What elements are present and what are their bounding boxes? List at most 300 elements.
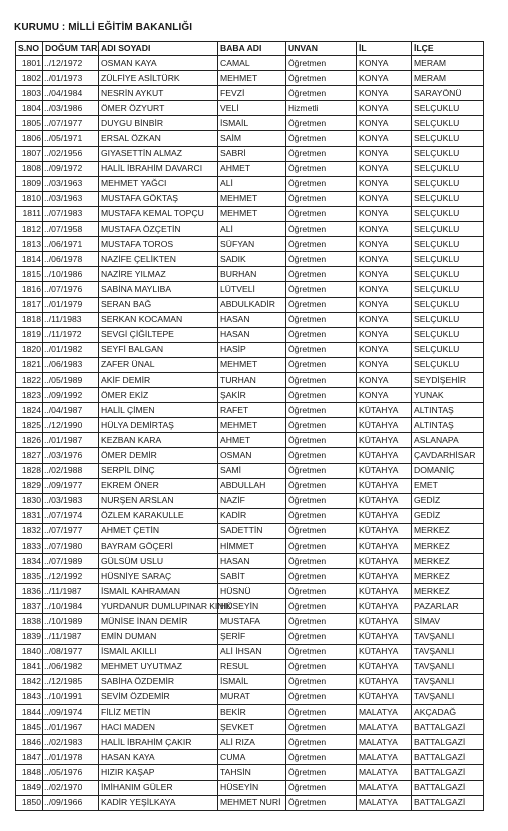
cell-father-name: RAFET <box>218 403 286 418</box>
cell-full-name: ÖMER ÖZYURT <box>99 101 218 116</box>
table-row <box>16 86 484 101</box>
cell-sno: 1801 <box>16 56 43 71</box>
cell-birth-date: ../01/1978 <box>43 750 99 765</box>
cell-full-name: MEHMET YAĞCI <box>99 176 218 191</box>
cell-birth-date: ../05/1976 <box>43 765 99 780</box>
cell-title: Öğretmen <box>286 327 357 342</box>
table-row <box>16 780 484 795</box>
cell-district: MERKEZ <box>412 523 484 538</box>
table-row <box>16 131 484 146</box>
cell-title: Öğretmen <box>286 86 357 101</box>
cell-district: SELÇUKLU <box>412 191 484 206</box>
cell-birth-date: ../02/1988 <box>43 463 99 478</box>
cell-title: Öğretmen <box>286 418 357 433</box>
cell-district: BATTALGAZİ <box>412 780 484 795</box>
cell-birth-date: ../11/1983 <box>43 312 99 327</box>
cell-district: MERKEZ <box>412 569 484 584</box>
cell-full-name: BAYRAM GÖÇERİ <box>99 539 218 554</box>
cell-title: Öğretmen <box>286 569 357 584</box>
cell-sno: 1833 <box>16 539 43 554</box>
cell-district: SELÇUKLU <box>412 176 484 191</box>
cell-father-name: İSMAİL <box>218 116 286 131</box>
cell-title: Öğretmen <box>286 282 357 297</box>
cell-father-name: ABDULKADİR <box>218 297 286 312</box>
cell-sno: 1836 <box>16 584 43 599</box>
cell-province: KÜTAHYA <box>357 418 412 433</box>
cell-birth-date: ../07/1974 <box>43 508 99 523</box>
cell-title: Öğretmen <box>286 191 357 206</box>
cell-sno: 1822 <box>16 372 43 387</box>
cell-province: KONYA <box>357 372 412 387</box>
cell-district: PAZARLAR <box>412 599 484 614</box>
cell-district: SELÇUKLU <box>412 357 484 372</box>
cell-district: SELÇUKLU <box>412 312 484 327</box>
cell-father-name: SABİT <box>218 569 286 584</box>
cell-district: ALTINTAŞ <box>412 418 484 433</box>
cell-sno: 1815 <box>16 267 43 282</box>
cell-full-name: ZAFER ÜNAL <box>99 357 218 372</box>
cell-province: KÜTAHYA <box>357 448 412 463</box>
table-body <box>16 56 484 811</box>
cell-birth-date: ../10/1986 <box>43 267 99 282</box>
cell-birth-date: ../05/1971 <box>43 131 99 146</box>
cell-province: KONYA <box>357 267 412 282</box>
cell-full-name: OSMAN KAYA <box>99 56 218 71</box>
cell-father-name: CAMAL <box>218 56 286 71</box>
cell-title: Öğretmen <box>286 735 357 750</box>
cell-full-name: FİLİZ METİN <box>99 705 218 720</box>
table-row <box>16 282 484 297</box>
table-row <box>16 478 484 493</box>
cell-full-name: SERAN BAĞ <box>99 297 218 312</box>
cell-district: TAVŞANLI <box>412 659 484 674</box>
cell-birth-date: ../01/1973 <box>43 71 99 86</box>
cell-district: SELÇUKLU <box>412 252 484 267</box>
cell-father-name: AHMET <box>218 161 286 176</box>
cell-district: SELÇUKLU <box>412 297 484 312</box>
cell-full-name: DUYGU BİNBİR <box>99 116 218 131</box>
cell-full-name: SERPİL DİNÇ <box>99 463 218 478</box>
cell-sno: 1831 <box>16 508 43 523</box>
cell-father-name: ŞEVKET <box>218 720 286 735</box>
cell-father-name: SADIK <box>218 252 286 267</box>
table-row <box>16 101 484 116</box>
cell-full-name: SEYFİ BALGAN <box>99 342 218 357</box>
cell-full-name: ZÜLFİYE ASİLTÜRK <box>99 71 218 86</box>
cell-province: KONYA <box>357 101 412 116</box>
cell-title: Öğretmen <box>286 720 357 735</box>
cell-district: TAVŞANLI <box>412 689 484 704</box>
cell-birth-date: ../07/1977 <box>43 116 99 131</box>
cell-title: Öğretmen <box>286 222 357 237</box>
cell-province: KÜTAHYA <box>357 689 412 704</box>
cell-birth-date: ../10/1991 <box>43 689 99 704</box>
cell-sno: 1848 <box>16 765 43 780</box>
cell-full-name: MUSTAFA KEMAL TOPÇU <box>99 206 218 221</box>
table-row <box>16 252 484 267</box>
cell-province: KÜTAHYA <box>357 569 412 584</box>
cell-full-name: HASAN KAYA <box>99 750 218 765</box>
cell-province: KONYA <box>357 131 412 146</box>
table-row <box>16 327 484 342</box>
cell-sno: 1838 <box>16 614 43 629</box>
cell-district: SELÇUKLU <box>412 237 484 252</box>
cell-province: MALATYA <box>357 765 412 780</box>
cell-full-name: HACI MADEN <box>99 720 218 735</box>
cell-province: KÜTAHYA <box>357 659 412 674</box>
cell-district: SELÇUKLU <box>412 327 484 342</box>
cell-title: Öğretmen <box>286 659 357 674</box>
cell-province: KONYA <box>357 237 412 252</box>
cell-birth-date: ../02/1983 <box>43 735 99 750</box>
cell-father-name: HASAN <box>218 312 286 327</box>
cell-sno: 1817 <box>16 297 43 312</box>
cell-father-name: HASAN <box>218 327 286 342</box>
cell-full-name: İSMAİL KAHRAMAN <box>99 584 218 599</box>
cell-province: KÜTAHYA <box>357 433 412 448</box>
cell-sno: 1814 <box>16 252 43 267</box>
cell-district: MERKEZ <box>412 554 484 569</box>
cell-full-name: HIZIR KAŞAP <box>99 765 218 780</box>
cell-sno: 1824 <box>16 403 43 418</box>
institution-title: KURUMU : MİLLİ EĞİTİM BAKANLIĞI <box>14 22 193 33</box>
cell-district: SELÇUKLU <box>412 146 484 161</box>
cell-province: KONYA <box>357 206 412 221</box>
cell-full-name: YURDANUR DUMLUPINAR KINIK <box>99 599 218 614</box>
cell-birth-date: ../11/1972 <box>43 327 99 342</box>
cell-province: KÜTAHYA <box>357 644 412 659</box>
cell-sno: 1807 <box>16 146 43 161</box>
cell-full-name: İMİHANIM GÜLER <box>99 780 218 795</box>
cell-father-name: FEVZİ <box>218 86 286 101</box>
cell-sno: 1849 <box>16 780 43 795</box>
cell-title: Öğretmen <box>286 161 357 176</box>
table-row <box>16 463 484 478</box>
cell-father-name: MEHMET <box>218 206 286 221</box>
table-row <box>16 56 484 71</box>
cell-father-name: MEHMET NURİ <box>218 795 286 810</box>
cell-birth-date: ../02/1956 <box>43 146 99 161</box>
cell-title: Öğretmen <box>286 116 357 131</box>
cell-full-name: KADİR YEŞİLKAYA <box>99 795 218 810</box>
cell-birth-date: ../03/1983 <box>43 493 99 508</box>
cell-district: SELÇUKLU <box>412 267 484 282</box>
cell-title: Öğretmen <box>286 523 357 538</box>
cell-father-name: HÜSEYİN <box>218 780 286 795</box>
cell-full-name: NURŞEN ARSLAN <box>99 493 218 508</box>
table-row <box>16 795 484 810</box>
cell-full-name: HALİL İBRAHİM ÇAKIR <box>99 735 218 750</box>
table-row <box>16 659 484 674</box>
cell-birth-date: ../11/1987 <box>43 629 99 644</box>
cell-district: SELÇUKLU <box>412 206 484 221</box>
cell-title: Öğretmen <box>286 765 357 780</box>
cell-full-name: AKİF DEMİR <box>99 372 218 387</box>
header-district: İLÇE <box>412 42 484 56</box>
cell-sno: 1812 <box>16 222 43 237</box>
cell-birth-date: ../09/1977 <box>43 478 99 493</box>
cell-province: KÜTAHYA <box>357 614 412 629</box>
cell-father-name: SÜFYAN <box>218 237 286 252</box>
cell-district: SELÇUKLU <box>412 342 484 357</box>
cell-birth-date: ../07/1958 <box>43 222 99 237</box>
cell-full-name: ÖMER EKİZ <box>99 388 218 403</box>
table-row <box>16 523 484 538</box>
cell-birth-date: ../01/1979 <box>43 297 99 312</box>
cell-full-name: SEVİM ÖZDEMİR <box>99 689 218 704</box>
cell-sno: 1830 <box>16 493 43 508</box>
cell-full-name: EKREM ÖNER <box>99 478 218 493</box>
table-row <box>16 539 484 554</box>
cell-full-name: MÜNİSE İNAN DEMİR <box>99 614 218 629</box>
header-title: UNVAN <box>286 42 357 56</box>
cell-sno: 1821 <box>16 357 43 372</box>
cell-sno: 1803 <box>16 86 43 101</box>
cell-birth-date: ../07/1976 <box>43 282 99 297</box>
cell-title: Öğretmen <box>286 629 357 644</box>
table-row <box>16 161 484 176</box>
cell-sno: 1834 <box>16 554 43 569</box>
table-header-row <box>16 42 484 56</box>
table-row <box>16 750 484 765</box>
cell-birth-date: ../06/1982 <box>43 659 99 674</box>
cell-district: MERAM <box>412 56 484 71</box>
cell-title: Öğretmen <box>286 478 357 493</box>
cell-father-name: OSMAN <box>218 448 286 463</box>
cell-title: Öğretmen <box>286 297 357 312</box>
cell-full-name: SEVGİ ÇİĞİLTEPE <box>99 327 218 342</box>
table-row <box>16 342 484 357</box>
cell-title: Öğretmen <box>286 176 357 191</box>
table-row <box>16 206 484 221</box>
cell-sno: 1806 <box>16 131 43 146</box>
cell-title: Öğretmen <box>286 267 357 282</box>
cell-province: KÜTAHYA <box>357 629 412 644</box>
cell-sno: 1809 <box>16 176 43 191</box>
cell-father-name: HASİP <box>218 342 286 357</box>
cell-father-name: MUSTAFA <box>218 614 286 629</box>
cell-title: Öğretmen <box>286 614 357 629</box>
cell-full-name: GIYASETTİN ALMAZ <box>99 146 218 161</box>
cell-title: Öğretmen <box>286 131 357 146</box>
cell-district: SELÇUKLU <box>412 116 484 131</box>
cell-title: Öğretmen <box>286 448 357 463</box>
cell-title: Öğretmen <box>286 705 357 720</box>
cell-full-name: HÜSNİYE SARAÇ <box>99 569 218 584</box>
cell-father-name: ALİ <box>218 222 286 237</box>
cell-district: SELÇUKLU <box>412 131 484 146</box>
cell-birth-date: ../07/1977 <box>43 523 99 538</box>
cell-title: Öğretmen <box>286 644 357 659</box>
cell-full-name: HALİL İBRAHİM DAVARCI <box>99 161 218 176</box>
personnel-table <box>15 41 484 811</box>
cell-sno: 1816 <box>16 282 43 297</box>
table-row <box>16 765 484 780</box>
cell-province: MALATYA <box>357 720 412 735</box>
cell-sno: 1844 <box>16 705 43 720</box>
cell-province: KÜTAHYA <box>357 674 412 689</box>
table-row <box>16 357 484 372</box>
cell-birth-date: ../06/1971 <box>43 237 99 252</box>
cell-district: BATTALGAZİ <box>412 735 484 750</box>
table-row <box>16 554 484 569</box>
cell-father-name: AHMET <box>218 433 286 448</box>
cell-sno: 1819 <box>16 327 43 342</box>
cell-father-name: MEHMET <box>218 357 286 372</box>
cell-birth-date: ../03/1963 <box>43 191 99 206</box>
cell-sno: 1841 <box>16 659 43 674</box>
cell-province: KONYA <box>357 71 412 86</box>
table-row <box>16 433 484 448</box>
cell-birth-date: ../01/1967 <box>43 720 99 735</box>
cell-province: KONYA <box>357 282 412 297</box>
cell-sno: 1811 <box>16 206 43 221</box>
cell-full-name: MUSTAFA TOROS <box>99 237 218 252</box>
cell-birth-date: ../10/1984 <box>43 599 99 614</box>
cell-province: KONYA <box>357 176 412 191</box>
cell-full-name: MUSTAFA GÖKTAŞ <box>99 191 218 206</box>
cell-father-name: SAMİ <box>218 463 286 478</box>
cell-title: Öğretmen <box>286 372 357 387</box>
cell-full-name: HALİL ÇİMEN <box>99 403 218 418</box>
cell-full-name: ÖMER DEMİR <box>99 448 218 463</box>
cell-district: SELÇUKLU <box>412 222 484 237</box>
cell-province: KÜTAHYA <box>357 478 412 493</box>
cell-district: BATTALGAZİ <box>412 795 484 810</box>
cell-father-name: MEHMET <box>218 418 286 433</box>
cell-father-name: ALİ <box>218 176 286 191</box>
cell-sno: 1826 <box>16 433 43 448</box>
cell-birth-date: ../12/1990 <box>43 418 99 433</box>
cell-full-name: HÜLYA DEMİRTAŞ <box>99 418 218 433</box>
cell-full-name: ÖZLEM KARAKULLE <box>99 508 218 523</box>
cell-birth-date: ../05/1989 <box>43 372 99 387</box>
cell-full-name: GÜLSÜM USLU <box>99 554 218 569</box>
cell-birth-date: ../09/1974 <box>43 705 99 720</box>
cell-father-name: SAİM <box>218 131 286 146</box>
cell-father-name: SABRİ <box>218 146 286 161</box>
cell-full-name: MEHMET UYUTMAZ <box>99 659 218 674</box>
cell-birth-date: ../09/1972 <box>43 161 99 176</box>
cell-province: MALATYA <box>357 780 412 795</box>
cell-province: MALATYA <box>357 705 412 720</box>
cell-province: KÜTAHYA <box>357 493 412 508</box>
cell-sno: 1828 <box>16 463 43 478</box>
cell-father-name: TURHAN <box>218 372 286 387</box>
cell-sno: 1805 <box>16 116 43 131</box>
cell-title: Öğretmen <box>286 539 357 554</box>
cell-district: BATTALGAZİ <box>412 765 484 780</box>
cell-district: ALTINTAŞ <box>412 403 484 418</box>
header-father-name: BABA ADI <box>218 42 286 56</box>
table-row <box>16 448 484 463</box>
cell-father-name: ALİ İHSAN <box>218 644 286 659</box>
cell-father-name: NAZİF <box>218 493 286 508</box>
cell-province: KÜTAHYA <box>357 403 412 418</box>
cell-district: SEYDİŞEHİR <box>412 372 484 387</box>
cell-district: EMET <box>412 478 484 493</box>
cell-district: ÇAVDARHİSAR <box>412 448 484 463</box>
cell-father-name: ALİ RIZA <box>218 735 286 750</box>
cell-father-name: CUMA <box>218 750 286 765</box>
cell-sno: 1839 <box>16 629 43 644</box>
cell-district: BATTALGAZİ <box>412 720 484 735</box>
cell-title: Öğretmen <box>286 780 357 795</box>
cell-district: SELÇUKLU <box>412 101 484 116</box>
cell-father-name: MURAT <box>218 689 286 704</box>
table-row <box>16 388 484 403</box>
table-row <box>16 644 484 659</box>
cell-sno: 1843 <box>16 689 43 704</box>
cell-district: DOMANİÇ <box>412 463 484 478</box>
cell-title: Öğretmen <box>286 56 357 71</box>
cell-father-name: ABDULLAH <box>218 478 286 493</box>
cell-birth-date: ../07/1980 <box>43 539 99 554</box>
cell-province: KONYA <box>357 342 412 357</box>
cell-province: KONYA <box>357 116 412 131</box>
cell-province: KONYA <box>357 388 412 403</box>
cell-birth-date: ../04/1987 <box>43 403 99 418</box>
cell-full-name: İSMAİL AKILLI <box>99 644 218 659</box>
table-row <box>16 705 484 720</box>
table-row <box>16 584 484 599</box>
cell-sno: 1832 <box>16 523 43 538</box>
cell-sno: 1808 <box>16 161 43 176</box>
cell-district: SARAYÖNÜ <box>412 86 484 101</box>
cell-sno: 1804 <box>16 101 43 116</box>
cell-district: TAVŞANLI <box>412 644 484 659</box>
cell-title: Öğretmen <box>286 599 357 614</box>
cell-birth-date: ../04/1984 <box>43 86 99 101</box>
header-birth-date: DOĞUM TAR. <box>43 42 99 56</box>
cell-title: Öğretmen <box>286 689 357 704</box>
cell-title: Öğretmen <box>286 342 357 357</box>
table-row <box>16 508 484 523</box>
cell-district: GEDİZ <box>412 508 484 523</box>
header-sno: S.NO <box>16 42 43 56</box>
table-row <box>16 237 484 252</box>
cell-title: Hizmetli <box>286 101 357 116</box>
cell-province: MALATYA <box>357 735 412 750</box>
cell-birth-date: ../12/1985 <box>43 674 99 689</box>
cell-sno: 1818 <box>16 312 43 327</box>
table-row <box>16 614 484 629</box>
cell-sno: 1837 <box>16 599 43 614</box>
cell-district: ASLANAPA <box>412 433 484 448</box>
cell-father-name: LÜTVELİ <box>218 282 286 297</box>
cell-birth-date: ../10/1989 <box>43 614 99 629</box>
cell-title: Öğretmen <box>286 388 357 403</box>
cell-province: KÜTAHYA <box>357 584 412 599</box>
cell-district: GEDİZ <box>412 493 484 508</box>
table-row <box>16 176 484 191</box>
cell-district: SELÇUKLU <box>412 161 484 176</box>
cell-father-name: MEHMET <box>218 71 286 86</box>
cell-province: KONYA <box>357 297 412 312</box>
cell-birth-date: ../07/1983 <box>43 206 99 221</box>
cell-province: KONYA <box>357 357 412 372</box>
cell-full-name: KEZBAN KARA <box>99 433 218 448</box>
cell-birth-date: ../09/1966 <box>43 795 99 810</box>
table-row <box>16 222 484 237</box>
cell-father-name: HÜSNÜ <box>218 584 286 599</box>
cell-district: AKÇADAĞ <box>412 705 484 720</box>
cell-province: KONYA <box>357 161 412 176</box>
cell-full-name: NAZİFE ÇELİKTEN <box>99 252 218 267</box>
cell-birth-date: ../11/1987 <box>43 584 99 599</box>
cell-province: KONYA <box>357 191 412 206</box>
cell-title: Öğretmen <box>286 433 357 448</box>
